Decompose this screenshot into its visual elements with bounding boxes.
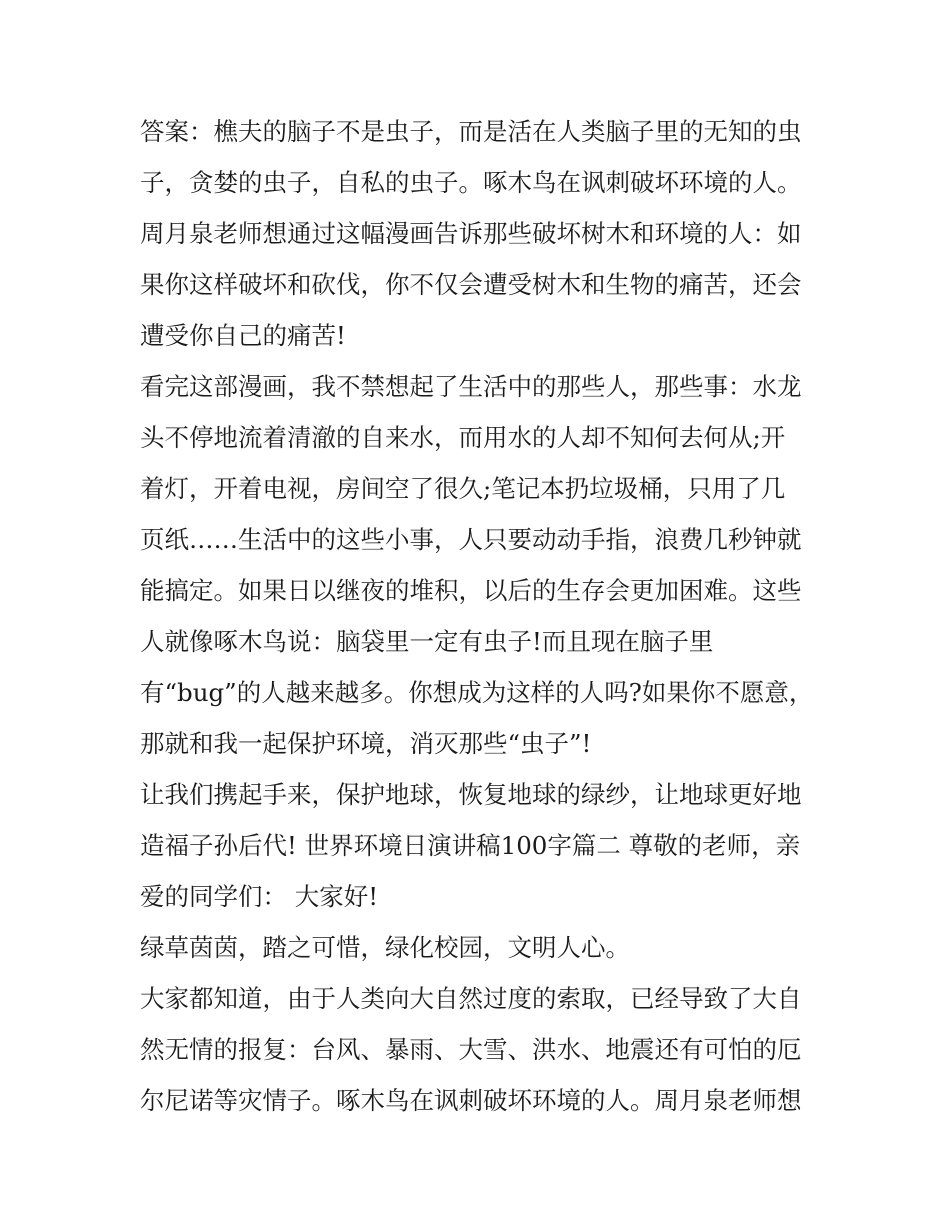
text-line: 遭受你自己的痛苦! — [140, 321, 346, 350]
text-line: 绿草茵茵，踏之可惜，绿化校园，文明人心。 — [140, 933, 630, 962]
text-line: 让我们携起手来，保护地球，恢复地球的绿纱，让地球更好地 — [140, 780, 802, 809]
text-line: 看完这部漫画，我不禁想起了生活中的那些人，那些事：水龙 — [140, 372, 802, 401]
text-line: 着灯，开着电视，房间空了很久;笔记本扔垃圾桶，只用了几 — [140, 474, 786, 503]
text-line: 有“bug”的人越来越多。你想成为这样的人吗?如果你不愿意， — [140, 678, 814, 707]
document-body — [140, 106, 815, 1126]
text-line: 然无情的报复：台风、暴雨、大雪、洪水、地震还有可怕的厄 — [140, 1035, 802, 1064]
text-line: 尔尼诺等灾情子。啄木鸟在讽刺破坏环境的人。周月泉老师想 — [140, 1086, 802, 1115]
text-line: 大家都知道，由于人类向大自然过度的索取，已经导致了大自 — [140, 984, 802, 1013]
text-line: 子，贪婪的虫子，自私的虫子。啄木鸟在讽刺破坏环境的人。 — [140, 168, 802, 197]
text-line: 那就和我一起保护环境，消灭那些“虫子”! — [140, 729, 592, 758]
text-line: 人就像啄木鸟说：脑袋里一定有虫子!而且现在脑子里 — [140, 627, 714, 656]
text-line: 头不停地流着清澈的自来水，而用水的人却不知何去何从;开 — [140, 423, 786, 452]
text-line: 造福子孙后代! 世界环境日演讲稿100字篇二 尊敬的老师，亲 — [140, 831, 801, 860]
text-line: 能搞定。如果日以继夜的堆积，以后的生存会更加困难。这些 — [140, 576, 802, 605]
text-line: 页纸……生活中的这些小事，人只要动动手指，浪费几秒钟就 — [140, 525, 802, 554]
text-line: 爱的同学们： 大家好! — [140, 882, 379, 911]
text-line: 答案：樵夫的脑子不是虫子，而是活在人类脑子里的无知的虫 — [140, 117, 802, 146]
text-line: 果你这样破坏和砍伐，你不仅会遭受树木和生物的痛苦，还会 — [140, 270, 802, 299]
text-line: 周月泉老师想通过这幅漫画告诉那些破坏树木和环境的人：如 — [140, 219, 802, 248]
